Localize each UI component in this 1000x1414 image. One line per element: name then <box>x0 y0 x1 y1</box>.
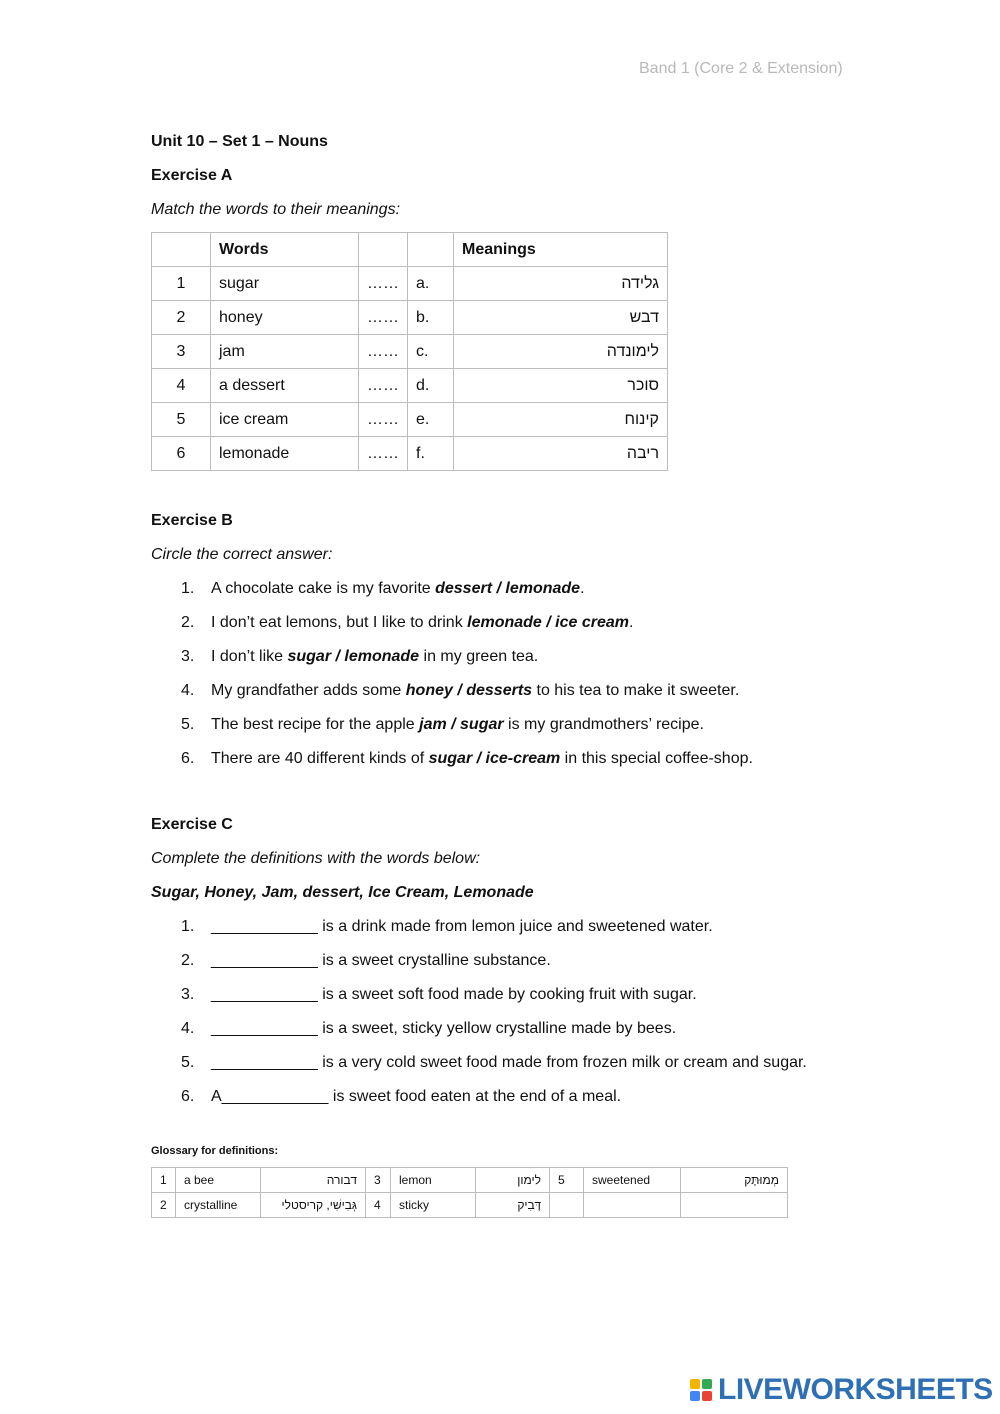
matching-row <box>152 301 668 335</box>
exercise-b-item-number: 6. <box>181 750 195 767</box>
glossary-cell: 1 <box>152 1168 176 1193</box>
exercise-b-item-text-end: is my grandmothers’ recipe. <box>503 716 704 733</box>
exercise-c-item-number: 1. <box>181 918 195 935</box>
exercise-b-item-text: My grandfather adds some <box>211 682 406 699</box>
exercise-b-choice[interactable]: lemonade / ice cream <box>467 614 629 631</box>
exercise-c-item-text[interactable]: ____________ is a sweet, sticky yellow crystalline made by bees. <box>211 1020 677 1037</box>
exercise-b-item <box>181 648 538 666</box>
matching-word-cell: sugar <box>211 267 359 301</box>
matching-meaning-cell: סוכר <box>454 369 668 403</box>
matching-letter-cell: a. <box>408 267 454 301</box>
exercise-b-item-text-end: to his tea to make it sweeter. <box>532 682 740 699</box>
matching-letter-cell: c. <box>408 335 454 369</box>
matching-blank-cell[interactable]: …… <box>359 267 408 301</box>
exercise-c-item <box>181 918 713 936</box>
liveworksheets-brand <box>690 1374 993 1406</box>
exercise-c-item-text[interactable]: ____________ is a sweet soft food made by cooking fruit with sugar. <box>211 986 697 1003</box>
matching-num-cell: 5 <box>152 403 211 437</box>
glossary-cell: 4 <box>366 1193 391 1218</box>
matching-word-cell: jam <box>211 335 359 369</box>
exercise-b-item-number: 3. <box>181 648 195 665</box>
glossary-row <box>152 1193 788 1218</box>
exercise-c-item-number: 6. <box>181 1088 195 1105</box>
glossary-cell: מְמוּתָּק <box>681 1168 788 1193</box>
matching-table <box>151 232 668 471</box>
exercise-c-item-text[interactable]: ____________ is a very cold sweet food made from frozen milk or cream and sugar. <box>211 1054 807 1071</box>
exercise-b-item <box>181 716 704 734</box>
glossary-cell <box>550 1193 584 1218</box>
exercise-b-item <box>181 750 753 768</box>
matching-num-cell: 4 <box>152 369 211 403</box>
glossary-cell: 3 <box>366 1168 391 1193</box>
matching-letter-cell: f. <box>408 437 454 471</box>
exercise-c-item <box>181 1020 676 1038</box>
exercise-b-choice[interactable]: sugar / ice-cream <box>428 750 561 767</box>
matching-word-cell: a dessert <box>211 369 359 403</box>
glossary-cell <box>584 1193 681 1218</box>
matching-meaning-cell: דבש <box>454 301 668 335</box>
glossary-cell: sticky <box>391 1193 476 1218</box>
matching-meaning-cell: ריבה <box>454 437 668 471</box>
unit-title: Unit 10 – Set 1 – Nouns <box>151 133 328 150</box>
glossary-cell: 2 <box>152 1193 176 1218</box>
exercise-b-instruction: Circle the correct answer: <box>151 546 333 563</box>
matching-row <box>152 437 668 471</box>
exercise-b-item-text-end: in my green tea. <box>419 648 539 665</box>
matching-meaning-cell: גלידה <box>454 267 668 301</box>
header-letter-cell <box>408 233 454 267</box>
exercise-a-title: Exercise A <box>151 167 233 184</box>
glossary-cell: דבורה <box>261 1168 366 1193</box>
matching-num-cell: 1 <box>152 267 211 301</box>
glossary-title: Glossary for definitions: <box>151 1145 279 1157</box>
exercise-b-title: Exercise B <box>151 512 233 529</box>
exercise-b-item <box>181 580 585 598</box>
exercise-b-item-text: There are 40 different kinds of <box>211 750 429 767</box>
glossary-cell: crystalline <box>176 1193 261 1218</box>
glossary-cell: lemon <box>391 1168 476 1193</box>
exercise-c-item <box>181 952 551 970</box>
matching-row <box>152 403 668 437</box>
matching-blank-cell[interactable]: …… <box>359 301 408 335</box>
exercise-c-item <box>181 1054 807 1072</box>
matching-header-row <box>152 233 668 267</box>
matching-row <box>152 335 668 369</box>
header-words-cell: Words <box>211 233 359 267</box>
exercise-b-item-text-end: . <box>629 614 634 631</box>
liveworksheets-logo-icon <box>690 1379 712 1401</box>
exercise-c-item <box>181 1088 621 1106</box>
glossary-cell: דָּבִיק <box>476 1193 550 1218</box>
matching-letter-cell: b. <box>408 301 454 335</box>
exercise-c-item-text[interactable]: ____________ is a drink made from lemon juice and sweetened water. <box>211 918 713 935</box>
glossary-cell: 5 <box>550 1168 584 1193</box>
brand-name: LIVEWORKSHEETS <box>718 1373 993 1406</box>
matching-num-cell: 6 <box>152 437 211 471</box>
exercise-b-choice[interactable]: dessert / lemonade <box>435 580 581 597</box>
exercise-b-item <box>181 614 633 632</box>
glossary-table <box>151 1167 788 1218</box>
exercise-b-item-text: The best recipe for the apple <box>211 716 420 733</box>
matching-meaning-cell: קינוח <box>454 403 668 437</box>
exercise-b-item-number: 5. <box>181 716 195 733</box>
exercise-b-item <box>181 682 739 700</box>
matching-meaning-cell: לימונדה <box>454 335 668 369</box>
glossary-cell: a bee <box>176 1168 261 1193</box>
header-num-cell <box>152 233 211 267</box>
exercise-c-item-number: 2. <box>181 952 195 969</box>
exercise-b-item-number: 1. <box>181 580 195 597</box>
glossary-cell <box>681 1193 788 1218</box>
exercise-c-word-list: Sugar, Honey, Jam, dessert, Ice Cream, Lemonade <box>151 884 534 901</box>
exercise-b-item-number: 2. <box>181 614 195 631</box>
exercise-c-item-text[interactable]: A____________ is sweet food eaten at the end of a meal. <box>211 1088 622 1105</box>
exercise-b-item-number: 4. <box>181 682 195 699</box>
glossary-row <box>152 1168 788 1193</box>
matching-num-cell: 3 <box>152 335 211 369</box>
matching-blank-cell[interactable]: …… <box>359 369 408 403</box>
matching-word-cell: lemonade <box>211 437 359 471</box>
exercise-b-choice[interactable]: sugar / lemonade <box>287 648 420 665</box>
exercise-b-item-text-end: . <box>580 580 585 597</box>
exercise-c-item <box>181 986 697 1004</box>
header-band-label: Band 1 (Core 2 & Extension) <box>639 60 843 77</box>
exercise-c-item-number: 4. <box>181 1020 195 1037</box>
matching-word-cell: honey <box>211 301 359 335</box>
matching-blank-cell[interactable]: …… <box>359 335 408 369</box>
matching-word-cell: ice cream <box>211 403 359 437</box>
exercise-b-item-text: I don’t like <box>211 648 288 665</box>
exercise-b-choice[interactable]: honey / desserts <box>405 682 533 699</box>
matching-row <box>152 267 668 301</box>
matching-letter-cell: d. <box>408 369 454 403</box>
matching-letter-cell: e. <box>408 403 454 437</box>
exercise-b-item-text-end: in this special coffee-shop. <box>560 750 753 767</box>
exercise-c-item-text[interactable]: ____________ is a sweet crystalline substance. <box>211 952 551 969</box>
matching-blank-cell[interactable]: …… <box>359 403 408 437</box>
header-blank-cell <box>359 233 408 267</box>
glossary-cell: לימון <box>476 1168 550 1193</box>
exercise-c-title: Exercise C <box>151 816 233 833</box>
header-meanings-cell: Meanings <box>454 233 668 267</box>
exercise-b-choice[interactable]: jam / sugar <box>419 716 504 733</box>
matching-num-cell: 2 <box>152 301 211 335</box>
glossary-cell: גְּבִישִׁי, קריסטלי <box>261 1193 366 1218</box>
matching-row <box>152 369 668 403</box>
exercise-b-item-text: I don’t eat lemons, but I like to drink <box>211 614 468 631</box>
matching-blank-cell[interactable]: …… <box>359 437 408 471</box>
exercise-c-instruction: Complete the definitions with the words below: <box>151 850 481 867</box>
exercise-b-item-text: A chocolate cake is my favorite <box>211 580 436 597</box>
exercise-c-item-number: 5. <box>181 1054 195 1071</box>
exercise-c-item-number: 3. <box>181 986 195 1003</box>
glossary-cell: sweetened <box>584 1168 681 1193</box>
exercise-a-instruction: Match the words to their meanings: <box>151 201 401 218</box>
